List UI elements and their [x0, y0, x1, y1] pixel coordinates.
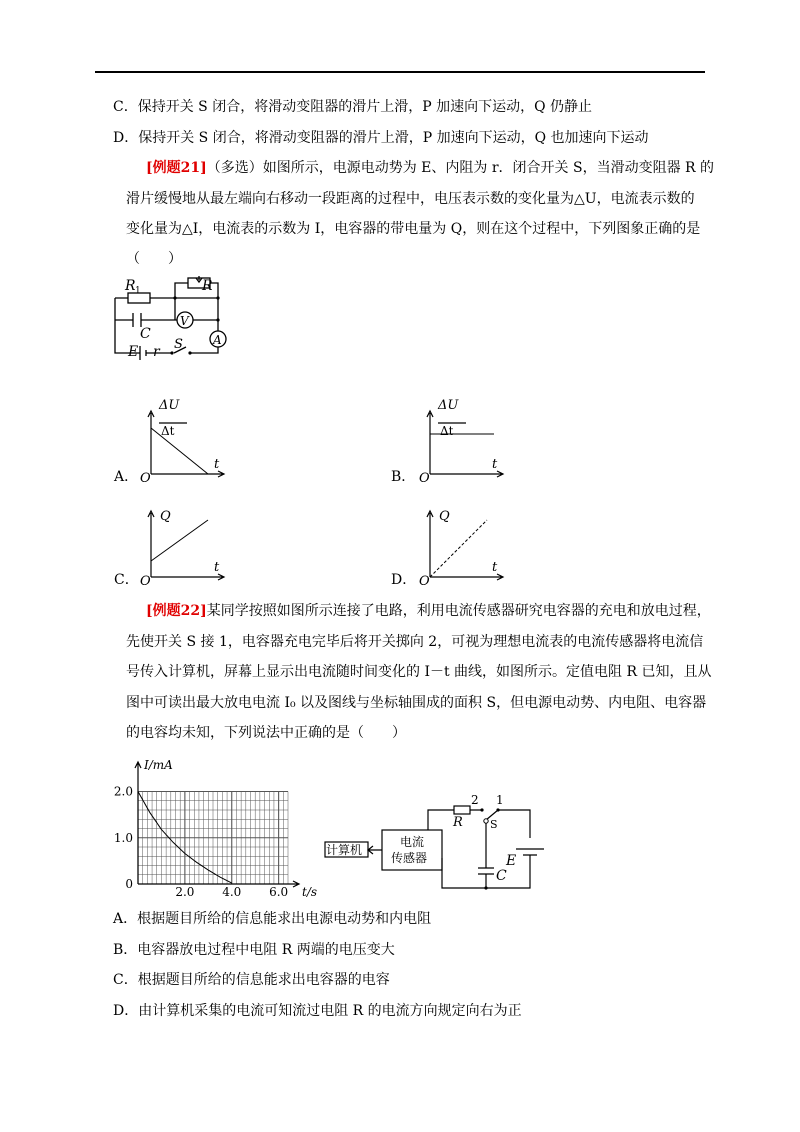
ex21-line-4: （ ）: [126, 251, 182, 267]
ex21-graph-c: [110, 500, 230, 590]
computer-box-label: 计算机: [326, 843, 363, 857]
graph-b-ylabel-top: ΔU: [438, 398, 459, 413]
graph-d-xlabel: t: [492, 560, 498, 575]
ex21-line-2: 滑片缓慢地从最左端向右移动一段距离的过程中，电压表示数的变化量为△U，电流表示数的: [126, 191, 695, 207]
ex22-option-a: A．根据题目所给的信息能求出电源电动势和内电阻: [113, 911, 432, 927]
ex21-label-e: E: [128, 344, 139, 360]
graph-b-ylabel-bottom: Δt: [440, 424, 454, 438]
x-tick-label: 6.0: [269, 885, 289, 899]
y-tick-label: 0: [125, 877, 133, 891]
ex22-line-2: 先使开关 S 接 1，电容器充电完毕后将开关掷向 2，可视为理想电流表的电流传感器将电流信: [126, 634, 704, 650]
ex22-line-3: 号传入计算机，屏幕上显示出电流随时间变化的 I－t 曲线，如图所示。定值电阻 R 已知，且从: [126, 664, 712, 680]
ex21-label-v: V: [180, 314, 189, 328]
ex21-label-internal-r: r: [153, 344, 160, 360]
graph-c-xlabel: t: [214, 560, 220, 575]
x-tick-label: 2.0: [175, 885, 195, 899]
ex21-label-a: A: [213, 333, 222, 347]
ex22-tag: [例题22]: [146, 603, 207, 619]
x-tick-label: 4.0: [222, 885, 242, 899]
ex22-it-chart: [110, 756, 320, 898]
header-rule: [95, 71, 705, 73]
ex21-label-r1: R: [125, 278, 136, 294]
sensor-label-line1: 电流: [400, 835, 425, 849]
ex22-line-5: 的电容均未知，下列说法中正确的是（ ）: [126, 725, 406, 741]
ex22-line-1: [例题22]某同学按照如图所示连接了电路，利用电流传感器研究电容器的充电和放电过程，: [146, 603, 711, 619]
ex21-label-s: S: [174, 337, 183, 352]
ex21-circuit-diagram: [110, 274, 240, 370]
x-axis-label: t/s: [302, 885, 318, 899]
ex21-graph-a: [110, 395, 230, 485]
ex21-line-3: 变化量为△I，电流表的示数为 I，电容器的带电量为 Q，则在这个过程中，下列图象正确的是: [126, 221, 701, 237]
graph-d-option: D．: [391, 572, 417, 588]
ex21-label-c: C: [140, 326, 151, 342]
graph-d-origin: O: [419, 574, 430, 589]
ex22-option-d: D．由计算机采集的电流可知流过电阻 R 的电流方向规定向右为正: [113, 1003, 522, 1019]
sensor-label-line2: 传感器: [391, 851, 428, 865]
ex22-label-r: R: [453, 815, 463, 830]
ex21-tag: [例题21]: [146, 160, 207, 176]
ex22-circuit-diagram: [320, 790, 545, 895]
ex22-label-e: E: [506, 853, 517, 869]
graph-a-option: A．: [114, 469, 139, 485]
y-tick-label: 1.0: [113, 830, 133, 845]
graph-c-ylabel: Q: [160, 509, 171, 524]
graph-c-origin: O: [140, 574, 151, 589]
ex22-option-b: B．电容器放电过程中电阻 R 两端的电压变大: [113, 942, 395, 958]
ex21-graph-d: [389, 500, 509, 590]
graph-b-xlabel: t: [492, 457, 498, 472]
y-axis-label: I/mA: [144, 758, 173, 772]
graph-a-origin: O: [140, 471, 151, 486]
ex22-label-1: 1: [496, 793, 504, 807]
graph-a-xlabel: t: [214, 457, 220, 472]
ex21-graph-b: [389, 395, 509, 485]
ex21-label-r: R: [202, 278, 213, 294]
graph-c-option: C．: [114, 572, 139, 588]
ex21-label-r1-sub: 1: [135, 286, 141, 296]
ex22-label-c: C: [496, 868, 507, 884]
graph-b-option: B．: [391, 469, 416, 485]
y-tick-label: 2.0: [113, 784, 133, 799]
graph-a-ylabel-top: ΔU: [159, 398, 180, 413]
option-d-prev: D．保持开关 S 闭合，将滑动变阻器的滑片上滑，P 加速向下运动，Q 也加速向下运动: [113, 130, 649, 146]
ex22-line-4: 图中可读出最大放电电流 I₀ 以及图线与坐标轴围成的面积 S，但电源电动势、内电阻、电容器: [126, 695, 707, 711]
option-c-prev: C．保持开关 S 闭合，将滑动变阻器的滑片上滑，P 加速向下运动，Q 仍静止: [113, 99, 592, 115]
ex22-label-s: S: [490, 818, 498, 831]
ex21-line-1: [例题21]（多选）如图所示，电源电动势为 E、内阻为 r．闭合开关 S，当滑动变阻器 R 的: [146, 160, 715, 176]
graph-a-ylabel-bottom: Δt: [161, 424, 175, 438]
graph-b-origin: O: [419, 471, 430, 486]
ex22-option-c: C．根据题目所给的信息能求出电容器的电容: [113, 972, 390, 988]
ex22-label-2: 2: [471, 793, 479, 807]
graph-d-ylabel: Q: [439, 509, 450, 524]
